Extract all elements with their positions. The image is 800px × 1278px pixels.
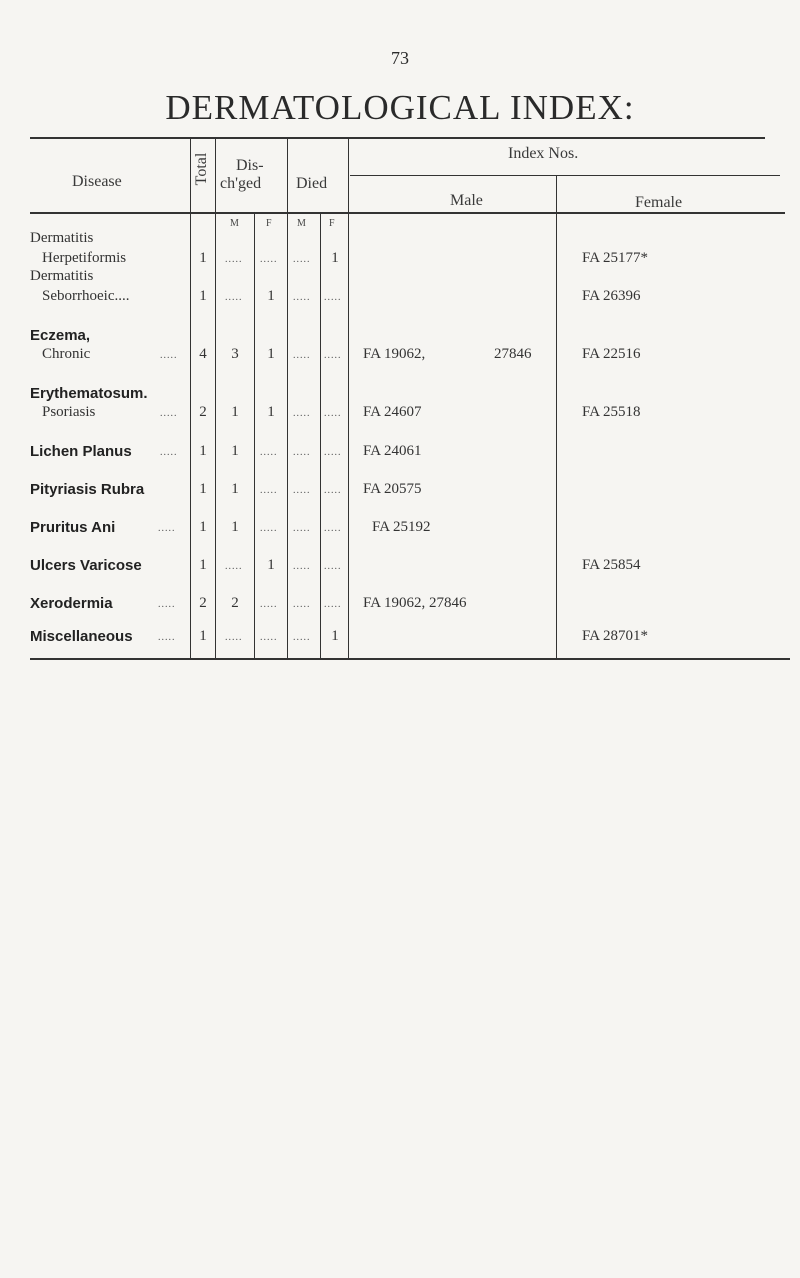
row-disease-name: Pruritus Ani xyxy=(30,519,116,536)
row-group-label: Dermatitis xyxy=(30,268,94,284)
row-died-m: ..... xyxy=(293,599,311,610)
row-disease-name: Xerodermia xyxy=(30,595,113,612)
index-sub-rule xyxy=(350,175,780,176)
row-died-m: ..... xyxy=(293,561,311,572)
header-index-nos: Index Nos. xyxy=(508,145,579,162)
row-leader-dots: ..... xyxy=(158,599,176,610)
row-male-index: FA 25192 xyxy=(372,519,431,535)
row-leader-dots: ..... xyxy=(160,447,178,458)
row-died-m: ..... xyxy=(293,447,311,458)
row-died-m: ..... xyxy=(293,523,311,534)
row-discharged-m: ..... xyxy=(225,632,243,643)
page-title: DERMATOLOGICAL INDEX: xyxy=(165,88,635,127)
row-disease-name: Psoriasis xyxy=(42,404,96,420)
table-top-rule xyxy=(30,137,765,139)
row-discharged-m: 1 xyxy=(231,404,239,420)
row-disease-name: Herpetiformis xyxy=(42,250,127,266)
subheader-discharged-f: F xyxy=(266,218,272,229)
row-discharged-f: ..... xyxy=(260,447,278,458)
row-discharged-m: 3 xyxy=(231,346,239,362)
row-total: 1 xyxy=(199,628,207,644)
row-male-index: FA 24061 xyxy=(363,443,422,459)
row-total: 1 xyxy=(199,250,207,266)
row-male-index-2: 27846 xyxy=(494,346,532,362)
row-total: 1 xyxy=(199,288,207,304)
row-leader-dots: ..... xyxy=(158,523,176,534)
row-male-index: FA 19062, 27846 xyxy=(363,595,467,611)
row-died-f: ..... xyxy=(324,523,342,534)
col-rule-2 xyxy=(215,138,216,658)
row-disease-name: Seborrhoeic.... xyxy=(42,288,130,304)
row-disease-name: Miscellaneous xyxy=(30,628,133,645)
row-disease-name: Chronic xyxy=(42,346,91,362)
row-died-f: ..... xyxy=(324,408,342,419)
header-total: Total xyxy=(193,152,210,186)
row-died-m: ..... xyxy=(293,408,311,419)
row-leader-dots: ..... xyxy=(160,350,178,361)
row-died-f: ..... xyxy=(324,350,342,361)
row-died-f: ..... xyxy=(324,485,342,496)
row-died-f: ..... xyxy=(324,561,342,572)
header-male: Male xyxy=(450,192,483,209)
row-total: 1 xyxy=(199,443,207,459)
row-died-f: ..... xyxy=(324,292,342,303)
subheader-died-f: F xyxy=(329,218,335,229)
row-discharged-f: 1 xyxy=(267,288,275,304)
row-discharged-m: ..... xyxy=(225,292,243,303)
row-female-index: FA 28701* xyxy=(582,628,648,644)
row-discharged-f: ..... xyxy=(260,254,278,265)
header-discharged-line2: ch'ged xyxy=(220,175,262,192)
row-total: 4 xyxy=(199,346,207,362)
row-total: 1 xyxy=(199,481,207,497)
page-number: 73 xyxy=(391,48,409,68)
row-discharged-m: 1 xyxy=(231,443,239,459)
row-discharged-f: ..... xyxy=(260,523,278,534)
row-discharged-f: 1 xyxy=(267,557,275,573)
table-bottom-rule xyxy=(30,658,790,660)
row-died-m: ..... xyxy=(293,254,311,265)
col-rule-3 xyxy=(254,213,255,658)
row-male-index: FA 24607 xyxy=(363,404,422,420)
row-disease-name: Pityriasis Rubra xyxy=(30,481,145,498)
row-discharged-m: 1 xyxy=(231,519,239,535)
subheader-died-m: M xyxy=(297,218,306,229)
row-died-m: ..... xyxy=(293,350,311,361)
header-bottom-rule xyxy=(30,212,785,214)
row-male-index: FA 20575 xyxy=(363,481,422,497)
row-died-m: ..... xyxy=(293,632,311,643)
row-total: 2 xyxy=(199,404,207,420)
row-leader-dots: ..... xyxy=(160,408,178,419)
row-disease-name: Lichen Planus xyxy=(30,443,132,460)
row-female-index: FA 25854 xyxy=(582,557,641,573)
row-discharged-f: 1 xyxy=(267,346,275,362)
row-total: 1 xyxy=(199,557,207,573)
row-discharged-f: 1 xyxy=(267,404,275,420)
row-disease-name: Ulcers Varicose xyxy=(30,557,142,574)
row-discharged-m: ..... xyxy=(225,561,243,572)
header-disease: Disease xyxy=(72,173,122,190)
col-rule-6 xyxy=(348,138,349,658)
col-rule-1 xyxy=(190,138,191,658)
row-discharged-m: ..... xyxy=(225,254,243,265)
row-discharged-f: ..... xyxy=(260,632,278,643)
col-rule-4 xyxy=(287,138,288,658)
row-discharged-f: ..... xyxy=(260,485,278,496)
row-female-index: FA 25177* xyxy=(582,250,648,266)
row-male-index: FA 19062, xyxy=(363,346,426,362)
row-total: 1 xyxy=(199,519,207,535)
row-died-m: ..... xyxy=(293,292,311,303)
row-discharged-m: 2 xyxy=(231,595,239,611)
row-discharged-f: ..... xyxy=(260,599,278,610)
header-died: Died xyxy=(296,175,328,192)
row-group-label: Dermatitis xyxy=(30,230,94,246)
row-group-label: Erythematosum. xyxy=(30,385,148,402)
subheader-discharged-m: M xyxy=(230,218,239,229)
col-rule-5 xyxy=(320,213,321,658)
row-discharged-m: 1 xyxy=(231,481,239,497)
row-died-f: 1 xyxy=(331,250,339,266)
col-rule-7 xyxy=(556,176,557,658)
row-died-f: 1 xyxy=(331,628,339,644)
row-group-label: Eczema, xyxy=(30,327,91,344)
row-female-index: FA 26396 xyxy=(582,288,641,304)
row-total: 2 xyxy=(199,595,207,611)
header-female: Female xyxy=(635,194,683,211)
row-died-f: ..... xyxy=(324,599,342,610)
row-died-f: ..... xyxy=(324,447,342,458)
row-female-index: FA 22516 xyxy=(582,346,641,362)
row-died-m: ..... xyxy=(293,485,311,496)
row-leader-dots: ..... xyxy=(158,632,176,643)
header-discharged-line1: Dis- xyxy=(236,157,264,174)
row-female-index: FA 25518 xyxy=(582,404,641,420)
